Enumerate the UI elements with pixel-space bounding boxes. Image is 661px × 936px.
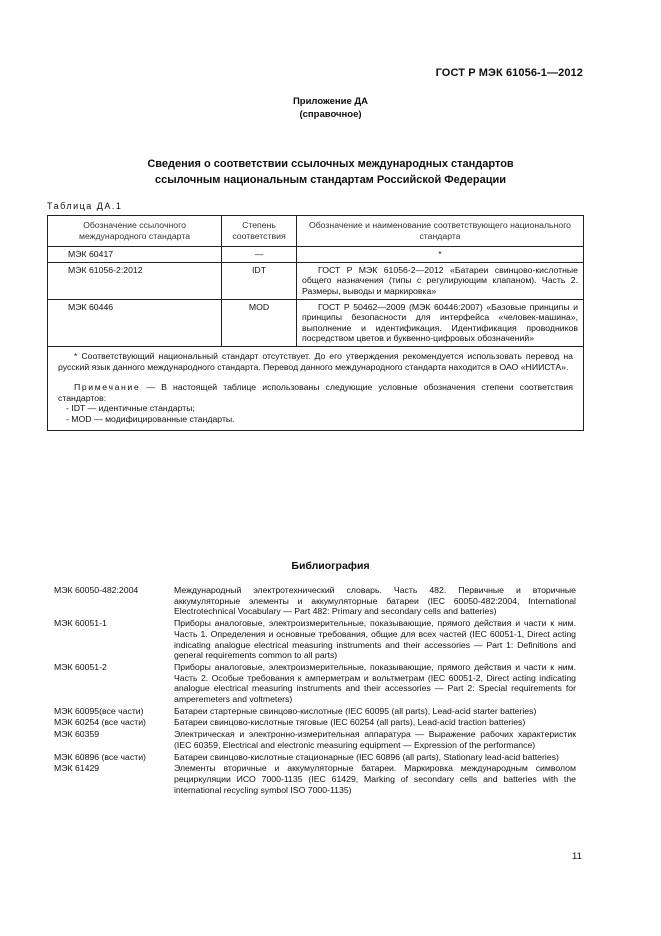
page-number: 11	[572, 851, 582, 862]
header-national-standard: Обозначение и наименование соответствующего национального стандарта	[297, 216, 584, 247]
appendix-subtitle: (справочное)	[299, 109, 362, 120]
cell-ref: МЭК 61056-2:2012	[48, 262, 222, 299]
bibliography-item	[54, 729, 576, 750]
bib-code: МЭК 60051-2	[54, 661, 107, 672]
bibliography-item	[54, 585, 576, 617]
bibliography-list	[54, 585, 576, 796]
bib-code: МЭК 60050-482:2004	[54, 585, 139, 595]
table-note	[58, 382, 573, 403]
bib-text: Приборы аналоговые, электроизмерительные, показывающие, прямого действия и части к ним. Часть 2. Особые требования к амперметрам и вольтметрам (IEC 60051-2, Direct acting indicating analogue electrical measuring instruments and their accessories — Part 2: Special requirements for amperemeters and voltmeters)	[174, 661, 576, 705]
bib-code: МЭК 60896 (все части)	[54, 751, 146, 762]
bib-code: МЭК 60051-1	[54, 618, 107, 629]
cell-degree: IDT	[222, 262, 297, 299]
table-footnote: * Соответствующий национальный стандарт отсутствует. До его утверждения рекомендуется использовать перевод на русский язык данного международного стандарта. Перевод данного международного стандарта находится в ОАО «НИИСТА».	[58, 350, 573, 372]
table-row	[48, 299, 584, 346]
bib-text: Международный электротехнический словарь. Часть 482. Первичные и вторичные аккумуляторные элементы и аккумуляторные батареи (IEC 60050-482:2004, International Electrotechnical Vocabulary — Part 482: Primary and secondary cells and batteries)	[174, 585, 576, 617]
table-label: Таблица ДА.1	[47, 201, 123, 211]
note-item: - MOD — модифицированные стандарты.	[66, 413, 235, 424]
section-title	[0, 156, 661, 188]
header-ref-standard: Обозначение ссылочного международного стандарта	[48, 216, 222, 247]
bibliography-item	[54, 706, 576, 717]
table-row	[48, 262, 584, 299]
bib-text: Элементы вторичные и аккумуляторные батареи. Маркировка международным символом рециркуляции ИСО 7000-1135 (IEC 61429, Marking of secondary cells and batteries with the international recycling symbol ISO 7000-1135)	[174, 763, 576, 795]
header-degree: Степень соответствия	[222, 216, 297, 247]
bib-text: Батареи свинцово-кислотные тяговые (IEC 60254 (all parts), Lead-acid traction batteries)	[174, 717, 526, 728]
bib-text: Батареи свинцово-кислотные стационарные (IEC 60896 (all parts), Stationary lead-acid batteries)	[174, 751, 559, 762]
bibliography-item	[54, 717, 576, 728]
bibliography-item	[54, 662, 576, 705]
bib-text: Батареи стартерные свинцово-кислотные (IEC 60095 (all parts), Lead-acid starter batteries)	[174, 705, 537, 716]
bib-code: МЭК 61429	[54, 763, 100, 774]
table-row	[48, 247, 584, 263]
cell-ref: МЭК 60446	[48, 299, 222, 346]
table-header-row	[48, 216, 584, 247]
table-notes	[48, 346, 584, 430]
document-code: ГОСТ Р МЭК 61056-1—2012	[435, 67, 583, 79]
cell-degree: —	[222, 247, 297, 263]
section-title-line1: Сведения о соответствии ссылочных международных стандартов	[147, 158, 514, 170]
bib-code: МЭК 60095(все части)	[54, 705, 144, 716]
cell-national: *	[297, 247, 584, 263]
correspondence-table	[47, 215, 584, 431]
cell-ref: МЭК 60417	[48, 247, 222, 263]
bibliography-item	[54, 618, 576, 661]
bib-text: Приборы аналоговые, электроизмерительные, показывающие, прямого действия и части к ним. Часть 1. Определения и основные требования, общие для всех частей (IEC 60051-1, Direct acting indicating analogue electrical measuring instruments and their accessories — Part 1: Definitions and general requirements common to all parts)	[174, 618, 576, 661]
note-item: - IDT — идентичные стандарты;	[66, 403, 195, 414]
bib-code: МЭК 60254 (все части)	[54, 717, 146, 728]
bibliography-title: Библиография	[291, 560, 370, 572]
bib-code: МЭК 60359	[54, 729, 100, 740]
cell-national: ГОСТ Р МЭК 61056-2—2012 «Батареи свинцово-кислотные общего назначения (типы с регулирующим клапаном). Часть 2. Размеры, выводы и маркировка»	[297, 262, 584, 299]
bibliography-item	[54, 763, 576, 795]
bibliography-item	[54, 752, 576, 763]
cell-national: ГОСТ Р 50462—2009 (МЭК 60446:2007) «Базовые принципы и принципы безопасности для интерфейса «человек-машина», выполнение и идентификация. Идентификация проводников посредством цветов и буквенно-цифровых обозначений»	[297, 299, 584, 346]
table-footnote-row	[48, 346, 584, 430]
bib-text: Электрическая и электронно-измерительная аппаратура — Выражение рабочих характеристик (IEC 60359, Electrical and electronic measuring equipment — Expression of the performance)	[174, 729, 576, 750]
appendix-title: Приложение ДА	[292, 96, 369, 107]
note-label: Примечание	[74, 382, 141, 393]
note-text: — В настоящей таблице использованы следующие условные обозначения степени соответствия стандартов:	[58, 382, 573, 403]
section-title-line2: ссылочным национальным стандартам Российской Федерации	[154, 174, 507, 186]
cell-degree: MOD	[222, 299, 297, 346]
